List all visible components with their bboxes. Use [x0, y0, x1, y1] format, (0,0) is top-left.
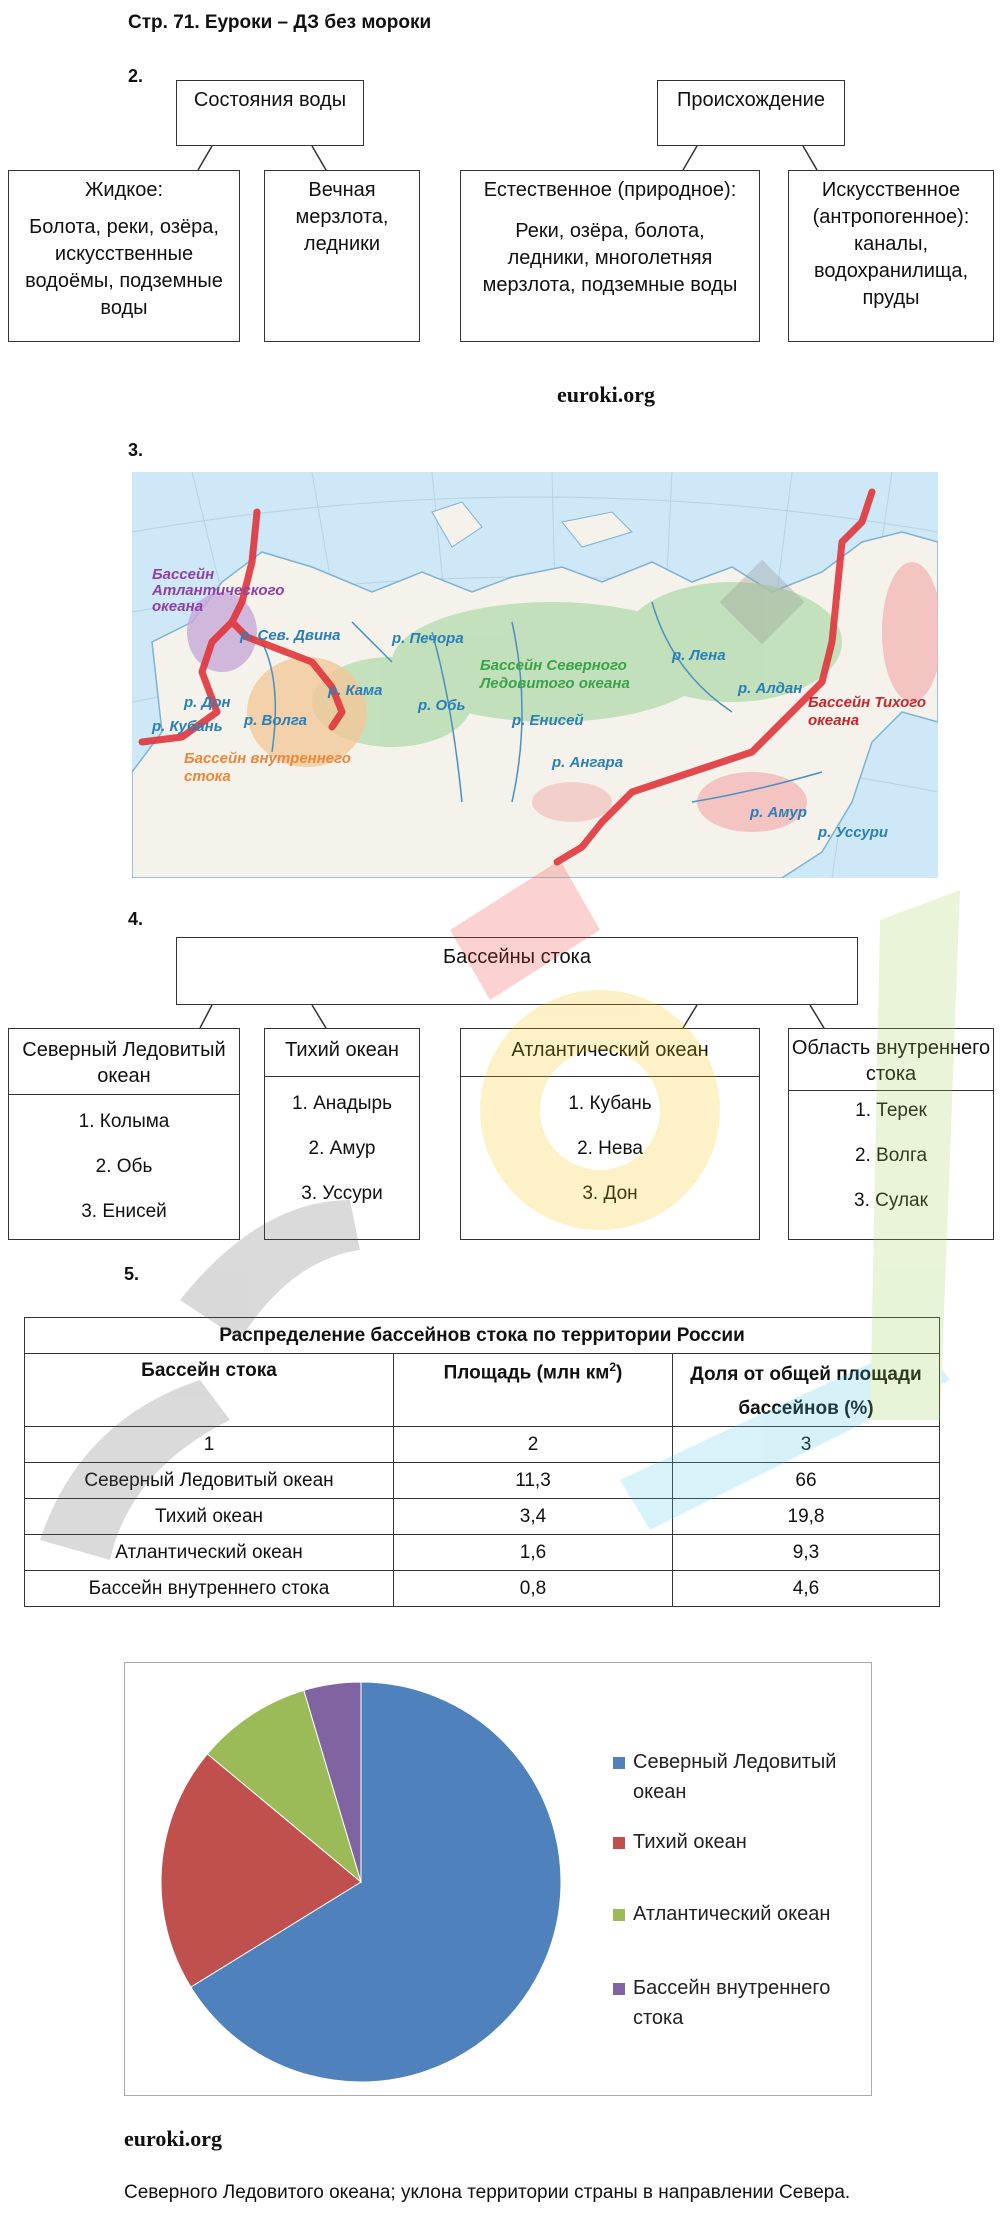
pacific-basin-title: Тихий океан	[285, 1039, 399, 1061]
inner-basin-title: Область внутреннего стока	[791, 1037, 991, 1085]
natural-origin-heading: Естественное (природное):	[483, 179, 737, 201]
natural-origin-list: Реки, озёра, болота, ледники, многолетняя мерзлота, подземные воды	[482, 220, 738, 296]
table-header-area: Площадь (млн $км^2$)	[394, 1354, 673, 1427]
table-cell: 66	[673, 1463, 940, 1499]
list-item: 3. Сулак	[854, 1190, 928, 1211]
natural-origin-box	[460, 170, 760, 342]
map-label-angara: р. Ангара	[552, 754, 624, 771]
map-label-don: р. Дон	[184, 694, 231, 711]
frozen-state-box	[264, 170, 420, 342]
table-row	[25, 1427, 940, 1463]
list-item: 1. Анадырь	[291, 1093, 393, 1114]
table-cell: Северный Ледовитый океан	[25, 1463, 394, 1499]
arctic-basin-rivers	[8, 1099, 240, 1234]
page-title: Стр. 71. Еуроки – ДЗ без мороки	[128, 12, 432, 33]
map-label-aldan: р. Алдан	[738, 680, 803, 697]
list-item: 2. Волга	[854, 1145, 928, 1166]
frozen-state-text: Вечная мерзлота, ледники	[295, 179, 389, 255]
drainage-basins-title: Бассейны стока	[443, 946, 591, 968]
legend-swatch-1	[613, 1837, 625, 1849]
list-item: 3. Енисей	[81, 1201, 167, 1222]
table-cell: 19,8	[673, 1499, 940, 1535]
task-2-number: 2.	[128, 66, 144, 86]
map-label-kuban: р. Кубань	[152, 718, 223, 735]
map-label-volga: р. Волга	[244, 712, 307, 729]
list-item: 3. Уссури	[301, 1183, 383, 1204]
inner-basin-head	[788, 1028, 994, 1092]
map-label-kama: р. Кама	[328, 682, 383, 699]
water-states-title: Состояния воды	[193, 89, 347, 111]
table-header-share: Доля от общей площади бассейнов (%)	[673, 1354, 940, 1427]
map-label-inner-basin: Бассейн внутреннего стока	[184, 750, 351, 785]
footer-text: Северного Ледовитого океана; уклона территории страны в направлении Севера.	[124, 2182, 851, 2203]
list-item: 2. Обь	[95, 1156, 153, 1177]
legend-label-1: Тихий океан	[633, 1831, 747, 1853]
map-label-ussuri: р. Уссури	[818, 824, 889, 841]
list-item: 2. Нева	[577, 1138, 643, 1159]
arctic-basin-head	[8, 1028, 240, 1096]
map-label-ob: р. Обь	[418, 697, 466, 714]
atlantic-basin-head	[460, 1028, 760, 1078]
list-item: 2. Амур	[308, 1138, 376, 1159]
liquid-state-box	[8, 170, 240, 342]
legend-label-0: Северный Ледовитый океан	[633, 1751, 837, 1803]
table-title: Распределение бассейнов стока по территории России	[25, 1318, 940, 1354]
site-watermark-label: euroki.org	[557, 382, 655, 407]
atlantic-basin-rivers	[460, 1081, 760, 1216]
arctic-basin-title: Северный Ледовитый океан	[22, 1039, 226, 1087]
table-cell: Бассейн внутреннего стока	[25, 1571, 394, 1607]
map-label-sev-dvina: р. Сев. Двина	[240, 627, 341, 644]
list-item: 1. Терек	[855, 1100, 927, 1121]
map-label-amur: р. Амур	[750, 804, 807, 821]
table-row	[25, 1463, 940, 1499]
table-cell: 9,3	[673, 1535, 940, 1571]
site-watermark-label-bottom: euroki.org	[124, 2126, 222, 2151]
table-cell: 11,3	[394, 1463, 673, 1499]
origin-title: Происхождение	[677, 89, 825, 111]
table-row	[25, 1535, 940, 1571]
map-label-enisey: р. Енисей	[512, 712, 584, 729]
map-label-atlantic-basin: Бассейн Атлантического океана	[152, 566, 285, 615]
drainage-basins-box	[176, 937, 858, 1005]
task-5-number: 5.	[124, 1264, 140, 1284]
table-cell: Атлантический океан	[25, 1535, 394, 1571]
artificial-origin-text: Искусственное (антропогенное): каналы, водохранилища, пруды	[812, 179, 970, 309]
legend-swatch-2	[613, 1909, 625, 1921]
table-cell: 2	[394, 1427, 673, 1463]
artificial-origin-box	[788, 170, 994, 342]
liquid-state-list: Болота, реки, озёра, искусственные водоёмы, подземные воды	[25, 216, 223, 319]
basins-pie-chart	[124, 1662, 872, 2096]
table-row	[25, 1499, 940, 1535]
list-item: 1. Колыма	[78, 1111, 170, 1132]
list-item: 3. Дон	[582, 1183, 638, 1204]
origin-box	[657, 80, 845, 146]
table-cell: 4,6	[673, 1571, 940, 1607]
table-row	[25, 1571, 940, 1607]
map-label-arctic-basin: Бассейн Северного Ледовитого океана	[480, 657, 630, 692]
table-cell: 0,8	[394, 1571, 673, 1607]
table-cell: 1	[25, 1427, 394, 1463]
russia-basins-map	[132, 472, 938, 878]
table-cell: 3,4	[394, 1499, 673, 1535]
task-3-number: 3.	[128, 440, 144, 460]
inner-basin-rivers	[788, 1088, 994, 1223]
legend-swatch-0	[613, 1757, 625, 1769]
legend-swatch-3	[613, 1983, 625, 1995]
map-label-pacific-basin: Бассейн Тихого океана	[808, 694, 927, 729]
pacific-basin-head	[264, 1028, 420, 1078]
legend-label-2: Атлантический океан	[633, 1903, 831, 1925]
task-4-number: 4.	[128, 909, 144, 929]
atlantic-basin-title: Атлантический океан	[511, 1039, 709, 1061]
pacific-basin-rivers	[264, 1081, 420, 1216]
table-cell: 3	[673, 1427, 940, 1463]
table-cell: Тихий океан	[25, 1499, 394, 1535]
table-header-basin: Бассейн стока	[25, 1354, 394, 1427]
liquid-state-heading: Жидкое:	[84, 179, 164, 201]
list-item: 1. Кубань	[568, 1093, 652, 1114]
legend-label-3: Бассейн внутреннего стока	[633, 1977, 831, 2029]
water-states-box	[176, 80, 364, 146]
basins-table	[24, 1317, 940, 1607]
table-cell: 1,6	[394, 1535, 673, 1571]
map-label-pechora: р. Печора	[392, 630, 464, 647]
map-label-lena: р. Лена	[672, 647, 726, 664]
